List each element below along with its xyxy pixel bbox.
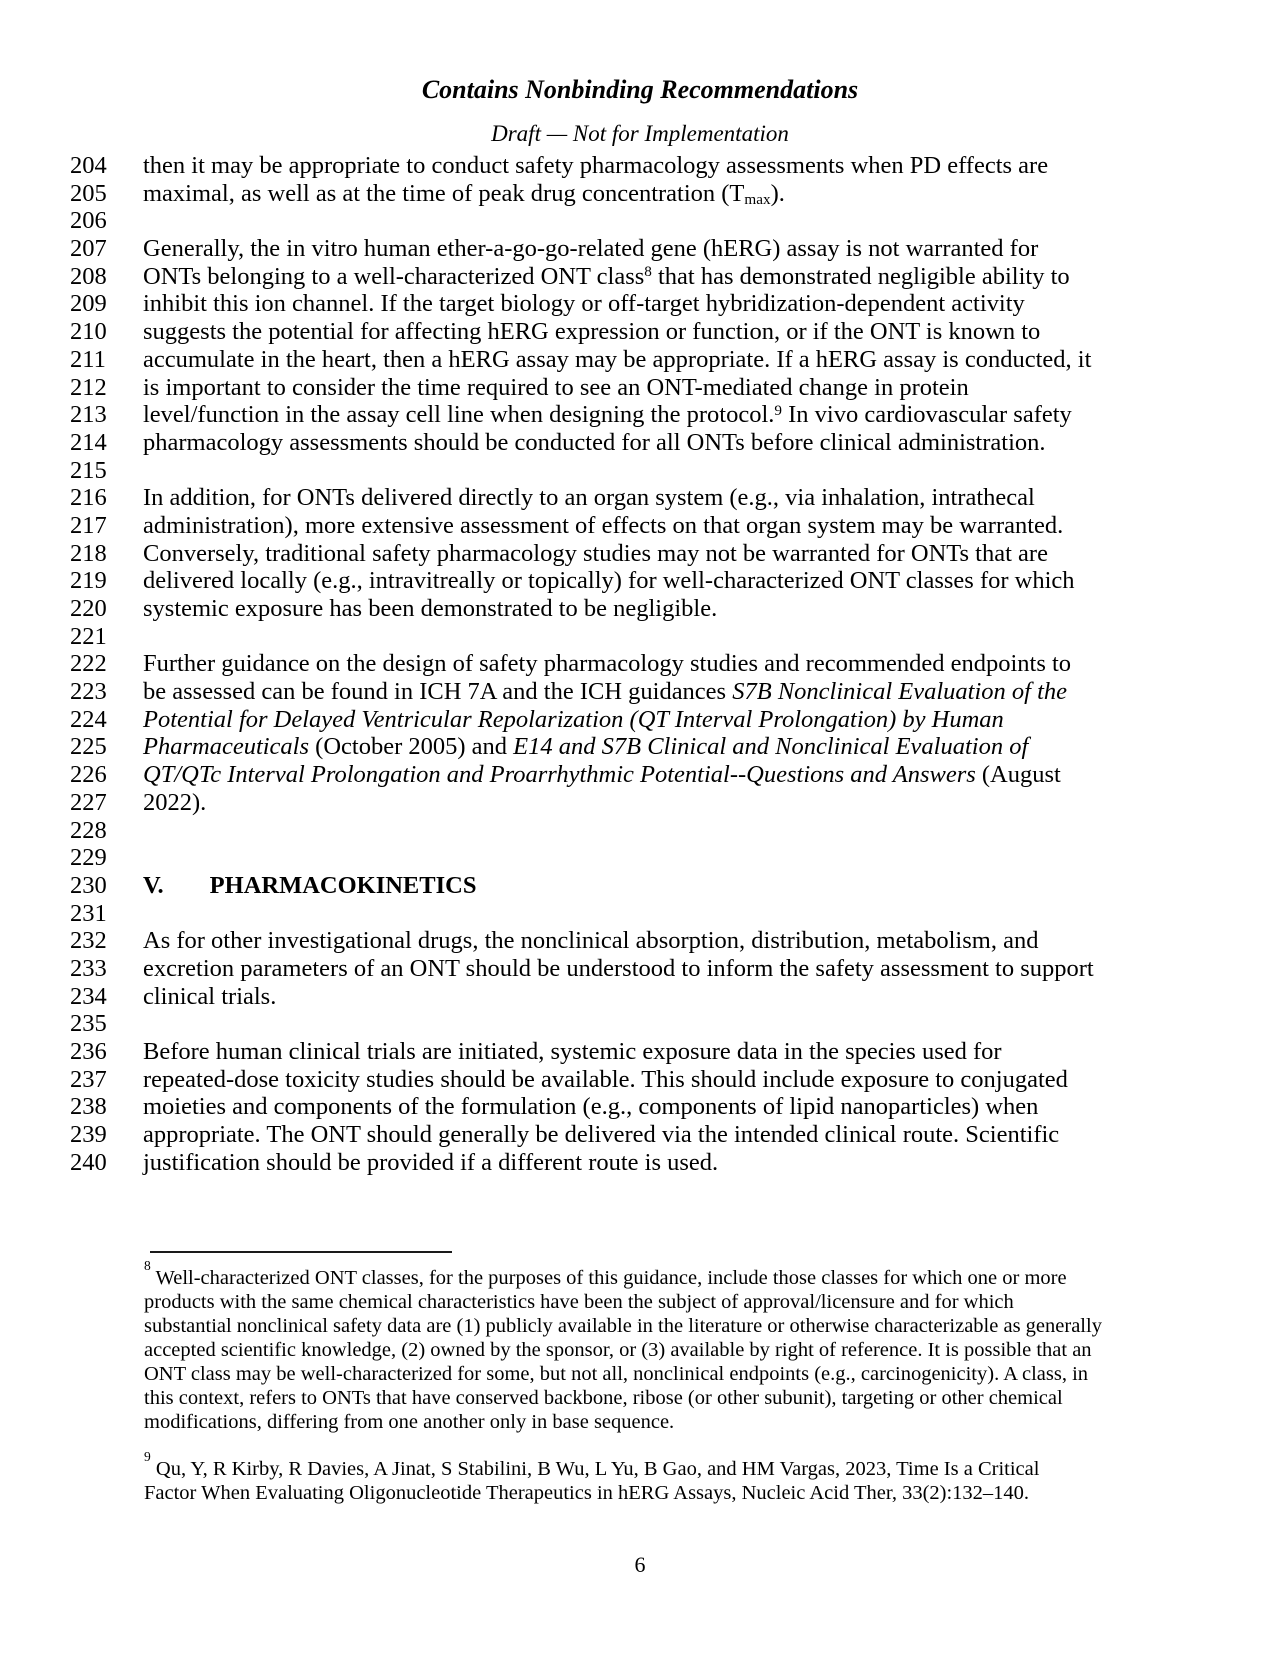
line-number: 239 [70, 1121, 107, 1149]
line-number: 208 [70, 262, 107, 290]
body-line [0, 1066, 1280, 1094]
footnote-marker: 9 [144, 1449, 151, 1465]
line-number: 237 [70, 1065, 107, 1093]
body-line [0, 457, 1280, 485]
body-line [0, 1121, 1280, 1149]
body-lines [0, 152, 1280, 1176]
line-number: 213 [70, 401, 107, 429]
line-number: 230 [70, 871, 107, 899]
line-number: 227 [70, 788, 107, 816]
header-subtitle: Draft — Not for Implementation [491, 120, 789, 146]
line-text: V. PHARMACOKINETICS [143, 871, 477, 899]
line-number: 209 [70, 290, 107, 318]
line-number: 240 [70, 1148, 107, 1176]
line-number: 229 [70, 844, 107, 872]
footnote-line: $^8$ Well-characterized ONT classes, for the purposes of this guidance, include those classes for which one or more [144, 1258, 1067, 1289]
line-text: maximal, as well as at the time of peak drug concentration (Tmax). [143, 179, 785, 209]
line-number: 219 [70, 567, 107, 595]
header-title: Contains Nonbinding Recommendations [421, 75, 859, 104]
line-text: is important to consider the time required to see an ONT-mediated change in protein [143, 373, 969, 401]
line-number: 225 [70, 733, 107, 761]
line-text: be assessed can be found in ICH 7A and the ICH guidances S7B Nonclinical Evaluation of the [143, 678, 1068, 706]
line-number: 236 [70, 1038, 107, 1065]
line-text: Potential for Delayed Ventricular Repolarization (QT Interval Prolongation) by Human [143, 705, 1004, 733]
line-number: 207 [70, 235, 107, 263]
line-text: administration), more extensive assessment of effects on that organ system may be warranted. [143, 511, 1064, 539]
body-line [0, 484, 1280, 512]
body-line [0, 927, 1280, 955]
footnote-line: $^9$ Qu, Y, R Kirby, R Davies, A Jinat, S Stabilini, B Wu, L Yu, B Gao, and HM Vargas, 2023, Time Is a Critical [144, 1449, 1040, 1480]
line-text: clinical trials. [143, 982, 277, 1010]
line-number: 238 [70, 1093, 107, 1121]
line-text: As for other investigational drugs, the nonclinical absorption, distribution, metabolism, and [143, 927, 1039, 955]
body-line [0, 1038, 1280, 1066]
line-number: 220 [70, 595, 107, 622]
body-line [0, 263, 1280, 291]
body-line [0, 207, 1280, 235]
page-number: 6 [634, 1552, 646, 1577]
line-number: 215 [70, 456, 107, 484]
body-line [0, 429, 1280, 457]
footnote-line: modifications, differing from one another only in base sequence. [144, 1411, 675, 1433]
line-number: 233 [70, 954, 107, 982]
body-line [0, 540, 1280, 568]
line-text: then it may be appropriate to conduct safety pharmacology assessments when PD effects are [143, 152, 1049, 179]
line-number: 228 [70, 816, 107, 844]
line-text: systemic exposure has been demonstrated to be negligible. [143, 595, 718, 622]
body-line [0, 595, 1280, 623]
body-line [0, 733, 1280, 761]
line-text: ONTs belonging to a well-characterized ONT class$^8$ that has demonstrated negligible ability to [143, 262, 1070, 290]
body-line [0, 1093, 1280, 1121]
line-text: accumulate in the heart, then a hERG assay may be appropriate. If a hERG assay is conducted, it [143, 345, 1092, 373]
footnote-line: substantial nonclinical safety data are (1) publicly available in the literature or otherwise characterizable as generally [144, 1315, 1102, 1337]
line-text: QT/QTc Interval Prolongation and Proarrhythmic Potential--Questions and Answers (August [143, 761, 1061, 789]
line-number: 210 [70, 318, 107, 346]
line-number: 234 [70, 982, 107, 1010]
footnote-line: products with the same chemical characteristics have been the subject of approval/licensure and for which [144, 1291, 1014, 1313]
line-text: In addition, for ONTs delivered directly to an organ system (e.g., via inhalation, intrathecal [143, 484, 1035, 512]
body-line [0, 374, 1280, 402]
body-line [0, 180, 1280, 208]
line-text: 2022). [143, 788, 207, 816]
document-header [0, 76, 1280, 146]
body-line [0, 235, 1280, 263]
line-number: 221 [70, 622, 107, 650]
line-number: 224 [70, 705, 107, 733]
body-line [0, 706, 1280, 734]
line-text: delivered locally (e.g., intravitreally or topically) for well-characterized ONT classes for which [143, 567, 1075, 595]
footnote-marker: 8 [144, 1258, 151, 1274]
body-line [0, 650, 1280, 678]
line-number: 211 [70, 345, 106, 373]
line-number: 222 [70, 650, 107, 678]
line-text: Further guidance on the design of safety pharmacology studies and recommended endpoints to [143, 650, 1072, 678]
body-line [0, 844, 1280, 872]
body-line [0, 567, 1280, 595]
line-number: 206 [70, 207, 107, 235]
footnote-separator [150, 1251, 452, 1253]
line-number: 218 [70, 539, 107, 567]
body-line [0, 623, 1280, 651]
body-line [0, 761, 1280, 789]
footnote-line: ONT class may be well-characterized for some, but not all, nonclinical endpoints (e.g., carcinogenicity). A class, in [144, 1363, 1089, 1385]
body-line [0, 955, 1280, 983]
line-number: 231 [70, 899, 107, 927]
body-line [0, 346, 1280, 374]
body-line [0, 678, 1280, 706]
line-number: 235 [70, 1010, 107, 1038]
line-text: inhibit this ion channel. If the target biology or off-target hybridization-dependent activity [143, 290, 1025, 318]
line-number: 232 [70, 927, 107, 955]
body-line [0, 401, 1280, 429]
line-text: suggests the potential for affecting hERG expression or function, or if the ONT is known to [143, 318, 1041, 346]
body-line [0, 1149, 1280, 1177]
line-number: 216 [70, 484, 107, 512]
body-line [0, 1010, 1280, 1038]
line-number: 223 [70, 678, 107, 706]
line-number: 217 [70, 511, 107, 539]
line-text: Generally, the in vitro human ether-a-go-go-related gene (hERG) assay is not warranted for [143, 235, 1039, 263]
body-line [0, 318, 1280, 346]
body-line [0, 290, 1280, 318]
line-number: 205 [70, 179, 107, 207]
footnote-9 [144, 1449, 1134, 1505]
body-line [0, 152, 1280, 180]
line-text: pharmacology assessments should be conducted for all ONTs before clinical administration. [143, 428, 1046, 456]
body-line [0, 983, 1280, 1011]
line-text: level/function in the assay cell line when designing the protocol.$^9$ In vivo cardiovascular safety [143, 401, 1072, 429]
footnote-line: Factor When Evaluating Oligonucleotide Therapeutics in hERG Assays, Nucleic Acid Ther, 33(2):132–140. [144, 1482, 1030, 1504]
line-text: Before human clinical trials are initiated, systemic exposure data in the species used for [143, 1038, 1002, 1065]
line-text: Pharmaceuticals (October 2005) and E14 and S7B Clinical and Nonclinical Evaluation of [143, 733, 1029, 761]
footnote-line: accepted scientific knowledge, (2) owned by the sponsor, or (3) available by right of reference. It is possible that an [144, 1339, 1092, 1361]
line-number: 226 [70, 761, 107, 789]
footnote-8 [144, 1258, 1134, 1434]
line-number: 212 [70, 373, 107, 401]
line-text: moieties and components of the formulation (e.g., components of lipid nanoparticles) when [143, 1093, 1039, 1121]
line-text: Conversely, traditional safety pharmacology studies may not be warranted for ONTs that are [143, 539, 1048, 567]
body-line [0, 872, 1280, 900]
line-number: 204 [70, 152, 107, 179]
body-line [0, 900, 1280, 928]
body-line [0, 817, 1280, 845]
body-line [0, 789, 1280, 817]
line-text: appropriate. The ONT should generally be delivered via the intended clinical route. Scientific [143, 1121, 1060, 1149]
line-text: repeated-dose toxicity studies should be available. This should include exposure to conjugated [143, 1065, 1068, 1093]
line-number: 214 [70, 428, 107, 456]
body-line [0, 512, 1280, 540]
line-text: justification should be provided if a different route is used. [143, 1148, 719, 1176]
line-text: excretion parameters of an ONT should be understood to inform the safety assessment to support [143, 954, 1094, 982]
footnote-line: this context, refers to ONTs that have conserved backbone, ribose (or other subunit), targeting or other chemical [144, 1387, 1063, 1409]
